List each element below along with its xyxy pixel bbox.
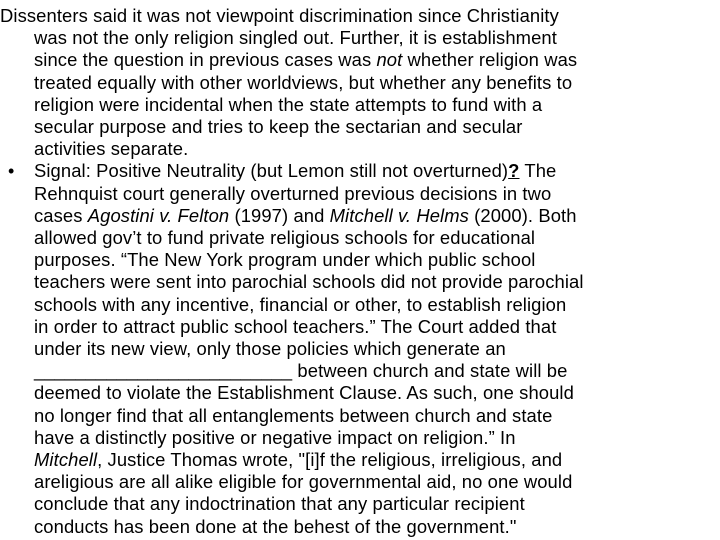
para1-text-run: activities separate. bbox=[34, 138, 189, 160]
para2-text-run: no longer find that all entanglements between church and state bbox=[34, 404, 553, 426]
para2-line bbox=[34, 471, 572, 493]
para1-text-run: religion were incidental when the state attempts to fund with a bbox=[34, 93, 543, 115]
para2-text-run: _________________________ bbox=[34, 360, 293, 382]
para2-text-run: Rehnquist court generally overturned previous decisions in two bbox=[34, 182, 552, 204]
para2-text-run: The bbox=[519, 160, 557, 182]
para1-line bbox=[34, 94, 542, 116]
para2-line bbox=[34, 427, 516, 449]
para2-text-run: cases bbox=[34, 204, 88, 226]
para2-line bbox=[34, 205, 577, 227]
para2-text-run: schools with any incentive, financial or other, to establish religion bbox=[34, 293, 567, 315]
para2-line bbox=[34, 449, 562, 471]
para1-line bbox=[34, 116, 522, 138]
bullet-marker: • bbox=[8, 161, 15, 182]
para2-line bbox=[34, 405, 552, 427]
para1-text-run: was not the only religion singled out. Further, it is establishment bbox=[34, 27, 557, 49]
para2-line bbox=[34, 516, 516, 538]
para1-line bbox=[34, 72, 572, 94]
para2-text-run: Agostini v. Felton bbox=[87, 204, 230, 226]
para2-text-run: under its new view, only those policies which generate an bbox=[34, 338, 506, 359]
para1-line bbox=[34, 49, 577, 71]
para1-text-run: secular purpose and tries to keep the sectarian and secular bbox=[34, 116, 523, 137]
para2-line bbox=[34, 316, 556, 338]
para2-text-run: purposes. “The New York program under which public school bbox=[34, 249, 536, 271]
para1-line bbox=[34, 138, 188, 160]
para2-line bbox=[34, 338, 506, 360]
para2-line bbox=[34, 249, 535, 271]
para2-text-run: , Justice Thomas wrote, "[i]f the religious, irreligious, and bbox=[97, 449, 563, 470]
para2-text-run: conclude that any indoctrination that any particular recipient bbox=[34, 493, 525, 515]
para2-line bbox=[34, 360, 567, 382]
para1-text-run: whether religion was bbox=[402, 49, 578, 71]
para2-text-run: have a distinctly positive or negative impact on religion.” In bbox=[34, 426, 516, 448]
para2-line bbox=[34, 271, 584, 293]
para2-line bbox=[34, 160, 556, 182]
para1-line bbox=[0, 5, 559, 27]
para2-text-run: in order to attract public school teachers.” The Court added that bbox=[34, 315, 557, 337]
para2-text-run: between church and state will be bbox=[292, 360, 568, 382]
para2-text-run: (2000). Both bbox=[468, 204, 577, 226]
para1-text-run: since the question in previous cases was bbox=[34, 49, 377, 71]
para2-line bbox=[34, 183, 551, 205]
para2-text-run: allowed gov’t to fund private religious schools for educational bbox=[34, 227, 536, 248]
para2-line bbox=[34, 227, 535, 249]
para2-text-run: ? bbox=[508, 160, 520, 182]
para1-text-run: Dissenters said it was not viewpoint discrimination since Christianity bbox=[0, 5, 559, 26]
para2-text-run: teachers were sent into parochial schools did not provide parochial bbox=[34, 271, 584, 293]
para1-text-run: treated equally with other worldviews, but whether any benefits to bbox=[34, 71, 573, 93]
para2-text-run: (1997) and bbox=[229, 204, 330, 226]
para2-text-run: Mitchell bbox=[34, 449, 98, 470]
para2-text-run: deemed to violate the Establishment Clause. As such, one should bbox=[34, 382, 574, 404]
para1-line bbox=[34, 27, 557, 49]
para2-line bbox=[34, 294, 566, 316]
para2-text-run: areligious are all alike eligible for governmental aid, no one would bbox=[34, 471, 573, 493]
para2-line bbox=[34, 493, 525, 515]
para2-text-run: conducts has been done at the behest of the government." bbox=[34, 515, 517, 537]
para1-text-run: not bbox=[376, 49, 403, 71]
para2-text-run: Mitchell v. Helms bbox=[329, 204, 469, 226]
para2-text-run: Signal: Positive Neutrality (but Lemon still not overturned) bbox=[34, 160, 509, 182]
para2-line bbox=[34, 382, 574, 404]
